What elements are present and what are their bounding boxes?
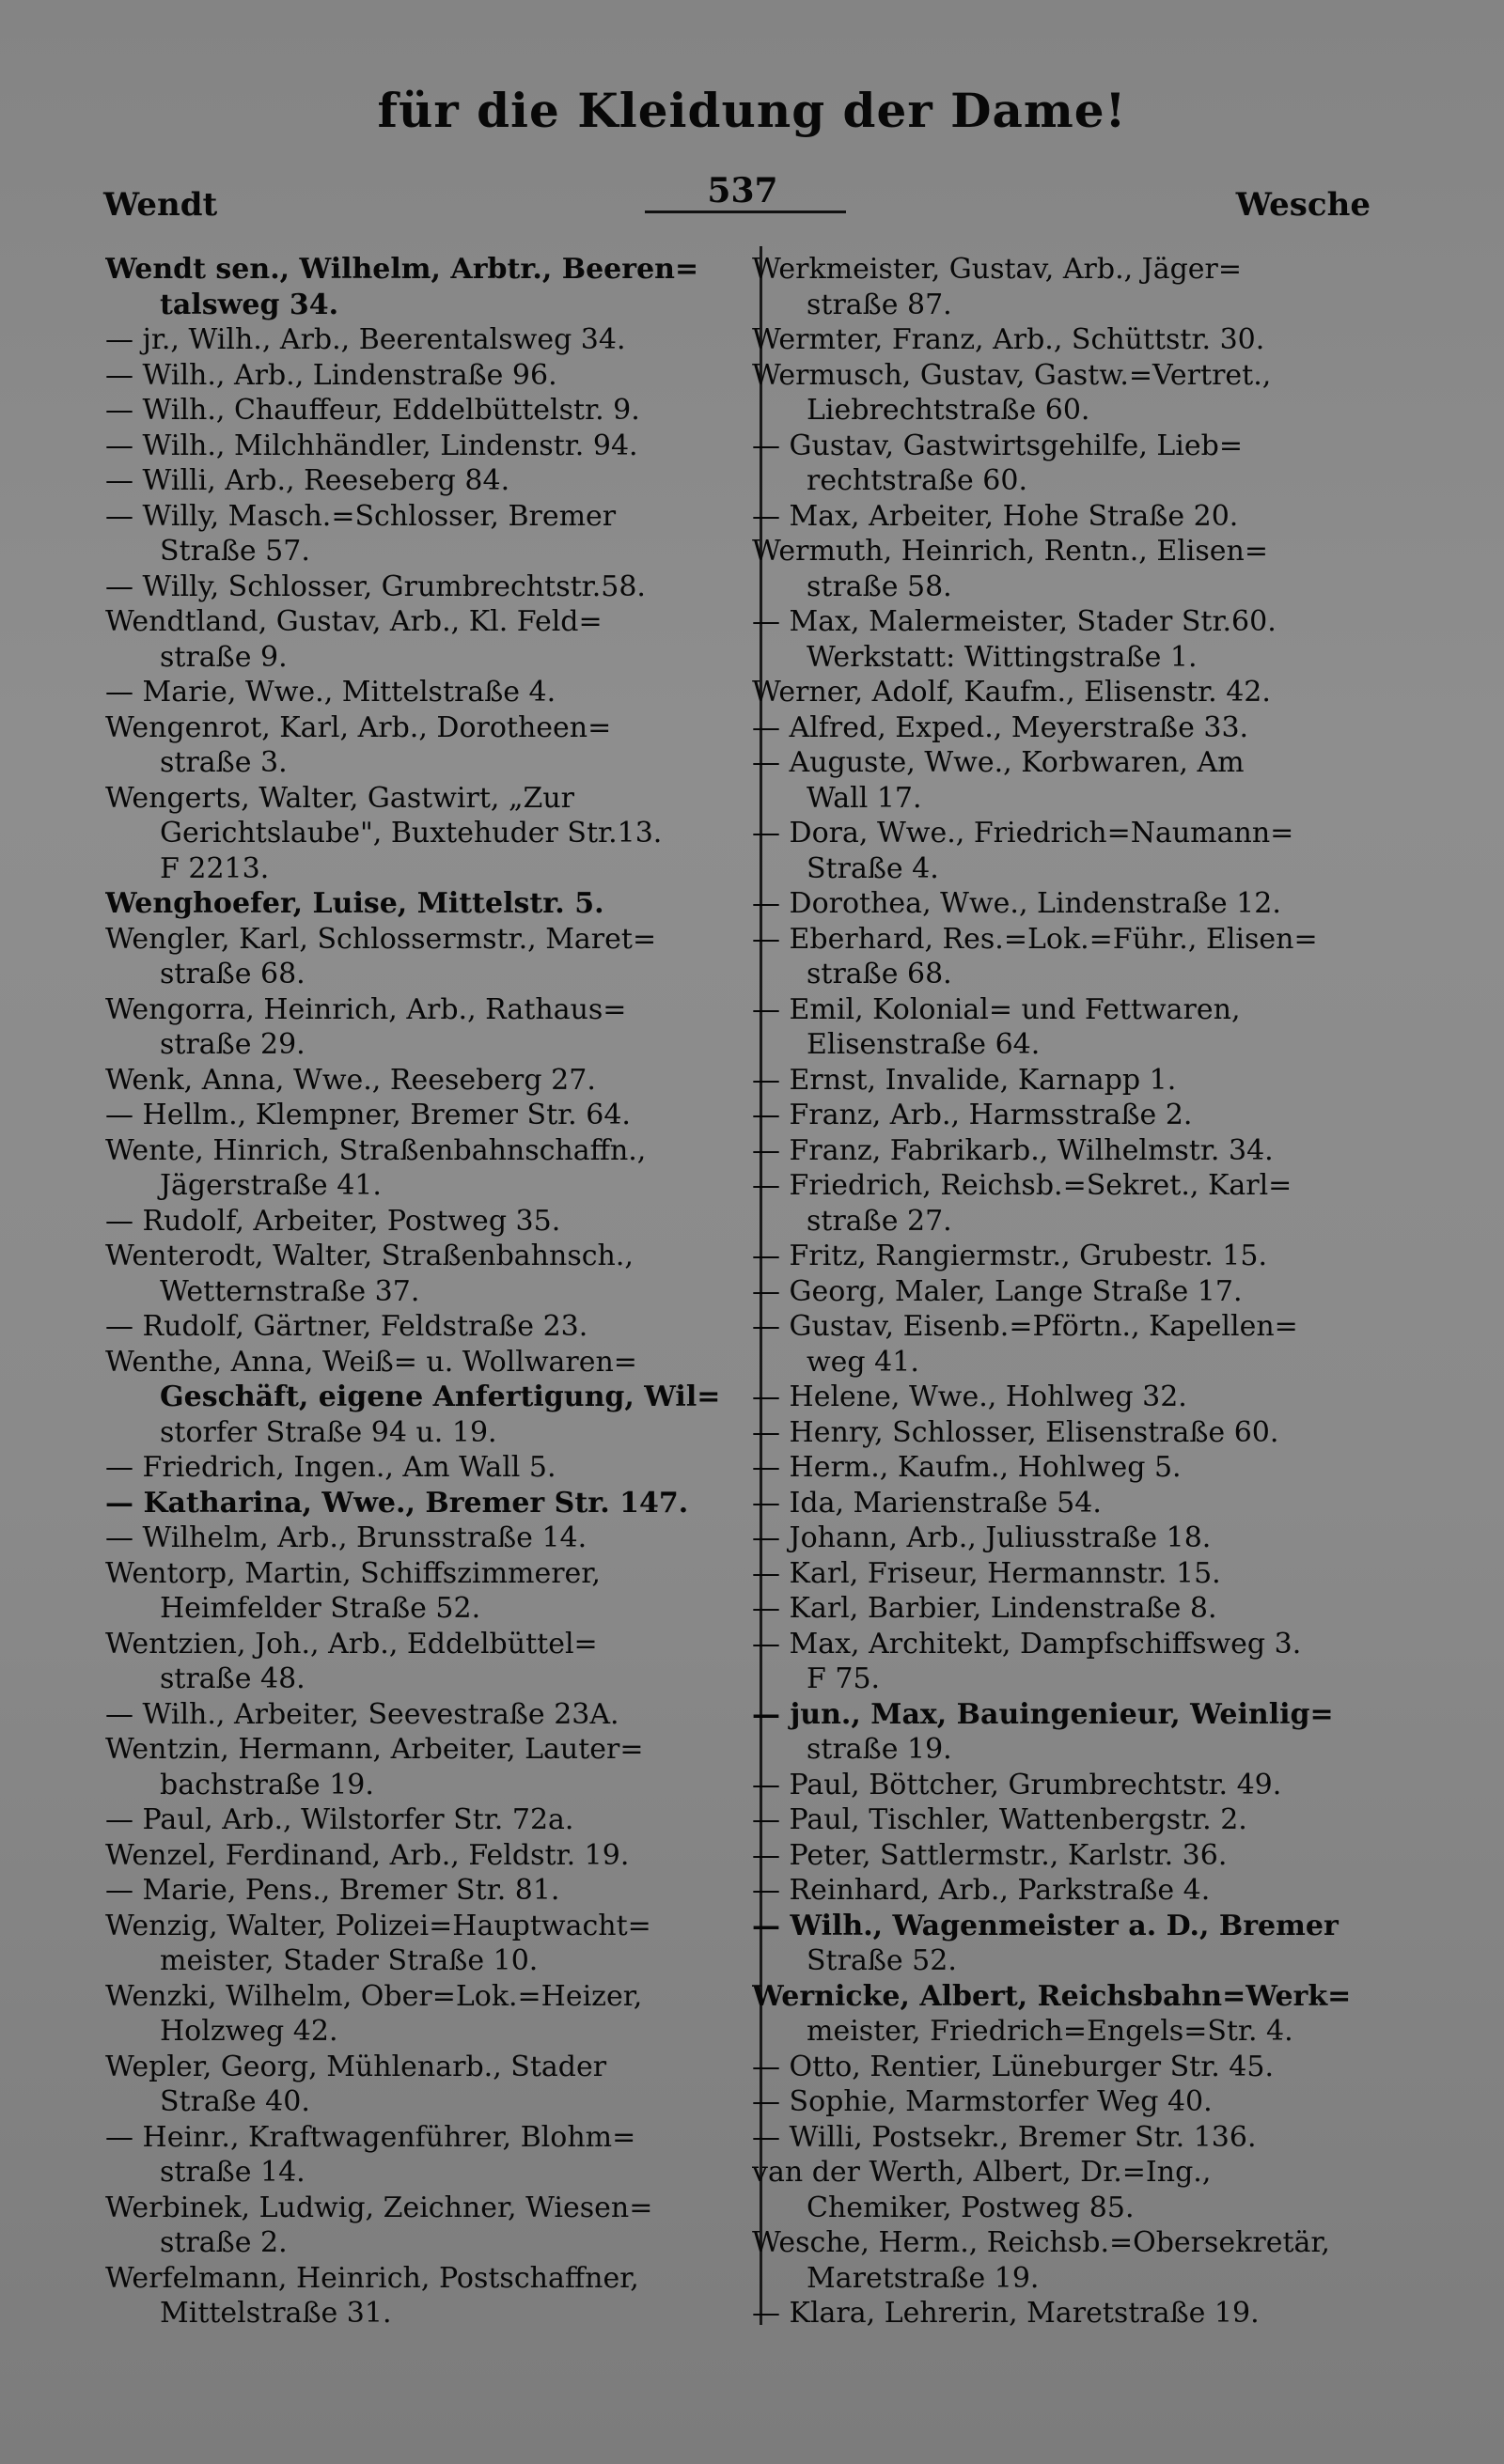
entry-line: Wernicke, Albert, Reichsbahn=Werk= xyxy=(752,1979,1352,2013)
entry-line: — Ernst, Invalide, Karnapp 1. xyxy=(752,1063,1177,1097)
entry-continuation-line: Elisenstraße 64. xyxy=(807,1028,1041,1061)
running-head-last-entry: Wesche xyxy=(1235,186,1371,224)
entry-line: — Willy, Schlosser, Grumbrechtstr.58. xyxy=(105,569,646,603)
entry-line: Wendtland, Gustav, Arb., Kl. Feld= xyxy=(105,605,603,638)
entry-line: — Gustav, Gastwirtsgehilfe, Lieb= xyxy=(752,429,1243,462)
entry-line: — Wilh., Arb., Lindenstraße 96. xyxy=(105,358,557,392)
header-rule xyxy=(645,211,846,213)
entry-line: — Paul, Böttcher, Grumbrechtstr. 49. xyxy=(752,1768,1282,1801)
entry-line: — Klara, Lehrerin, Maretstraße 19. xyxy=(752,2297,1260,2330)
entry-line: — Ida, Marienstraße 54. xyxy=(752,1486,1102,1520)
page-number: 537 xyxy=(707,171,778,211)
entry-line: — Gustav, Eisenb.=Pförtn., Kapellen= xyxy=(752,1310,1298,1343)
entry-line: — Heinr., Kraftwagenführer, Blohm= xyxy=(105,2120,636,2154)
entry-line: Wengler, Karl, Schlossermstr., Maret= xyxy=(105,922,657,956)
entry-line: — Peter, Sattlermstr., Karlstr. 36. xyxy=(752,1838,1228,1872)
entry-line: Werfelmann, Heinrich, Postschaffner, xyxy=(105,2261,639,2295)
entry-line: — Max, Architekt, Dampfschiffsweg 3. xyxy=(752,1627,1302,1661)
entry-line: — Auguste, Wwe., Korbwaren, Am xyxy=(752,746,1245,779)
entry-line: — Willy, Masch.=Schlosser, Bremer xyxy=(105,499,617,533)
entry-continuation-line: rechtstraße 60. xyxy=(807,464,1027,497)
entry-continuation-line: straße 58. xyxy=(807,569,952,603)
entry-continuation-line: meister, Friedrich=Engels=Str. 4. xyxy=(807,2015,1293,2048)
entry-line: — Marie, Pens., Bremer Str. 81. xyxy=(105,1874,560,1907)
entry-line: Wenthe, Anna, Weiß= u. Wollwaren= xyxy=(105,1345,637,1379)
entry-line: Wermter, Franz, Arb., Schüttstr. 30. xyxy=(752,323,1265,356)
entry-continuation-line: Heimfelder Straße 52. xyxy=(160,1592,481,1625)
entry-line: Wenzki, Wilhelm, Ober=Lok.=Heizer, xyxy=(105,1979,643,2013)
entry-line: — Marie, Wwe., Mittelstraße 4. xyxy=(105,676,556,709)
entry-line: — Katharina, Wwe., Bremer Str. 147. xyxy=(105,1486,689,1520)
entry-line: — Willi, Arb., Reeseberg 84. xyxy=(105,464,510,497)
entry-continuation-line: straße 68. xyxy=(807,958,952,990)
entry-line: — Franz, Fabrikarb., Wilhelmstr. 34. xyxy=(752,1133,1274,1167)
entry-continuation-line: Mittelstraße 31. xyxy=(160,2297,392,2330)
entry-continuation-line: Wetternstraße 37. xyxy=(160,1274,420,1308)
entry-line: — Dorothea, Wwe., Lindenstraße 12. xyxy=(752,887,1281,920)
entry-line: Wepler, Georg, Mühlenarb., Stader xyxy=(105,2050,607,2083)
entry-line: Wengenrot, Karl, Arb., Dorotheen= xyxy=(105,710,612,744)
entry-line: — jr., Wilh., Arb., Beerentalsweg 34. xyxy=(105,323,626,356)
entry-line: — Paul, Tischler, Wattenbergstr. 2. xyxy=(752,1803,1247,1836)
entry-line: — Franz, Arb., Harmsstraße 2. xyxy=(752,1099,1193,1131)
entry-line: — Wilh., Chauffeur, Eddelbüttelstr. 9. xyxy=(105,394,640,427)
entry-line: — Max, Arbeiter, Hohe Straße 20. xyxy=(752,499,1239,533)
entry-continuation-line: straße 14. xyxy=(160,2156,306,2189)
entry-line: Wentorp, Martin, Schiffszimmerer, xyxy=(105,1556,601,1590)
entry-line: — Alfred, Exped., Meyerstraße 33. xyxy=(752,710,1249,744)
entry-continuation-line: Wall 17. xyxy=(807,781,922,815)
entry-continuation-line: meister, Stader Straße 10. xyxy=(160,1944,539,1977)
entry-line: Wenzel, Ferdinand, Arb., Feldstr. 19. xyxy=(105,1838,630,1872)
entry-continuation-line: Straße 52. xyxy=(807,1944,957,1977)
entry-line: Wengerts, Walter, Gastwirt, „Zur xyxy=(105,781,575,815)
entry-line: — Willi, Postsekr., Bremer Str. 136. xyxy=(752,2120,1257,2154)
entry-line: Wendt sen., Wilhelm, Arbtr., Beeren= xyxy=(105,253,699,286)
entry-line: Werner, Adolf, Kaufm., Elisenstr. 42. xyxy=(752,676,1271,709)
entry-line: — Johann, Arb., Juliusstraße 18. xyxy=(752,1521,1212,1554)
entry-line: — Wilh., Milchhändler, Lindenstr. 94. xyxy=(105,429,638,462)
entry-line: — jun., Max, Bauingenieur, Weinlig= xyxy=(752,1697,1334,1731)
entry-continuation-line: straße 19. xyxy=(807,1733,952,1766)
entry-continuation-line: F 75. xyxy=(807,1662,881,1695)
entry-continuation-line: Maretstraße 19. xyxy=(807,2261,1040,2295)
entry-continuation-line: Straße 57. xyxy=(160,535,310,568)
entry-line: Wermusch, Gustav, Gastw.=Vertret., xyxy=(752,358,1272,392)
entry-line: — Rudolf, Gärtner, Feldstraße 23. xyxy=(105,1310,588,1343)
entry-continuation-line: bachstraße 19. xyxy=(160,1768,374,1801)
entry-line: — Wilhelm, Arb., Brunsstraße 14. xyxy=(105,1521,588,1554)
entry-line: Wesche, Herm., Reichsb.=Obersekretär, xyxy=(752,2226,1330,2259)
entry-line: — Rudolf, Arbeiter, Postweg 35. xyxy=(105,1204,561,1238)
entry-continuation-line: F 2213. xyxy=(160,851,270,885)
entry-line: Wenzig, Walter, Polizei=Hauptwacht= xyxy=(105,1909,651,1942)
right-column xyxy=(752,252,1387,2331)
entry-line: Wentzien, Joh., Arb., Eddelbüttel= xyxy=(105,1627,598,1661)
left-column xyxy=(105,252,737,2331)
entry-continuation-line: Chemiker, Postweg 85. xyxy=(807,2191,1135,2224)
entry-line: — Fritz, Rangiermstr., Grubestr. 15. xyxy=(752,1240,1268,1272)
entry-line: Wenterodt, Walter, Straßenbahnsch., xyxy=(105,1240,634,1272)
entry-continuation-line: Liebrechtstraße 60. xyxy=(807,394,1090,427)
entry-line: — Helene, Wwe., Hohlweg 32. xyxy=(752,1380,1187,1413)
entry-line: Wenghoefer, Luise, Mittelstr. 5. xyxy=(105,887,604,920)
entry-continuation-line: Werkstatt: Wittingstraße 1. xyxy=(807,640,1198,674)
running-head-first-entry: Wendt xyxy=(103,186,218,224)
entry-line: — Hellm., Klempner, Bremer Str. 64. xyxy=(105,1099,631,1131)
entry-continuation-line: straße 29. xyxy=(160,1028,306,1061)
entry-line: Wente, Hinrich, Straßenbahnschaffn., xyxy=(105,1133,647,1167)
entry-continuation-line: straße 87. xyxy=(807,288,952,321)
entry-line: — Georg, Maler, Lange Straße 17. xyxy=(752,1274,1243,1308)
entry-line: — Friedrich, Ingen., Am Wall 5. xyxy=(105,1451,556,1484)
entry-line: Wermuth, Heinrich, Rentn., Elisen= xyxy=(752,535,1269,568)
entry-continuation-line: Holzweg 42. xyxy=(160,2015,338,2048)
entry-line: Werbinek, Ludwig, Zeichner, Wiesen= xyxy=(105,2191,653,2224)
entry-continuation-line: straße 68. xyxy=(160,958,306,990)
entry-continuation-line: straße 48. xyxy=(160,1662,306,1695)
advertisement-banner: für die Kleidung der Dame! xyxy=(377,83,1127,138)
entry-line: — Karl, Barbier, Lindenstraße 8. xyxy=(752,1592,1217,1625)
entry-continuation-line: straße 2. xyxy=(160,2226,288,2259)
entry-line: van der Werth, Albert, Dr.=Ing., xyxy=(752,2156,1212,2189)
entry-line: — Karl, Friseur, Hermannstr. 15. xyxy=(752,1556,1221,1590)
entry-line: — Wilh., Arbeiter, Seevestraße 23A. xyxy=(105,1697,619,1731)
entry-continuation-line: straße 9. xyxy=(160,640,288,674)
entry-continuation-line: Gerichtslaube", Buxtehuder Str.13. xyxy=(160,817,663,850)
entry-line: — Dora, Wwe., Friedrich=Naumann= xyxy=(752,817,1294,850)
entry-line: — Otto, Rentier, Lüneburger Str. 45. xyxy=(752,2050,1275,2083)
entry-line: — Friedrich, Reichsb.=Sekret., Karl= xyxy=(752,1169,1292,1202)
entry-line: Wentzin, Hermann, Arbeiter, Lauter= xyxy=(105,1733,644,1766)
entry-line: — Herm., Kaufm., Hohlweg 5. xyxy=(752,1451,1182,1484)
entry-line: — Reinhard, Arb., Parkstraße 4. xyxy=(752,1874,1211,1907)
entry-line: — Paul, Arb., Wilstorfer Str. 72a. xyxy=(105,1803,574,1836)
entry-line: — Eberhard, Res.=Lok.=Führ., Elisen= xyxy=(752,922,1318,956)
entry-continuation-line: straße 3. xyxy=(160,746,288,779)
entry-line: Wenk, Anna, Wwe., Reeseberg 27. xyxy=(105,1063,596,1097)
entry-line: — Emil, Kolonial= und Fettwaren, xyxy=(752,992,1241,1026)
entry-line: Werkmeister, Gustav, Arb., Jäger= xyxy=(752,253,1243,286)
entry-continuation-line: straße 27. xyxy=(807,1204,952,1238)
entry-continuation-line: storfer Straße 94 u. 19. xyxy=(160,1415,497,1449)
entry-line: — Sophie, Marmstorfer Weg 40. xyxy=(752,2085,1213,2118)
entry-line: Wengorra, Heinrich, Arb., Rathaus= xyxy=(105,992,627,1026)
entry-continuation-line: talsweg 34. xyxy=(160,288,339,321)
entry-line: — Henry, Schlosser, Elisenstraße 60. xyxy=(752,1415,1279,1449)
entry-continuation-line: Straße 40. xyxy=(160,2085,310,2118)
entry-continuation-line: Geschäft, eigene Anfertigung, Wil= xyxy=(160,1380,721,1413)
entry-continuation-line: Straße 4. xyxy=(807,851,939,885)
entry-line: — Wilh., Wagenmeister a. D., Bremer xyxy=(752,1909,1339,1942)
entry-continuation-line: weg 41. xyxy=(807,1345,919,1379)
entry-continuation-line: Jägerstraße 41. xyxy=(160,1169,382,1202)
entry-line: — Max, Malermeister, Stader Str.60. xyxy=(752,605,1277,638)
